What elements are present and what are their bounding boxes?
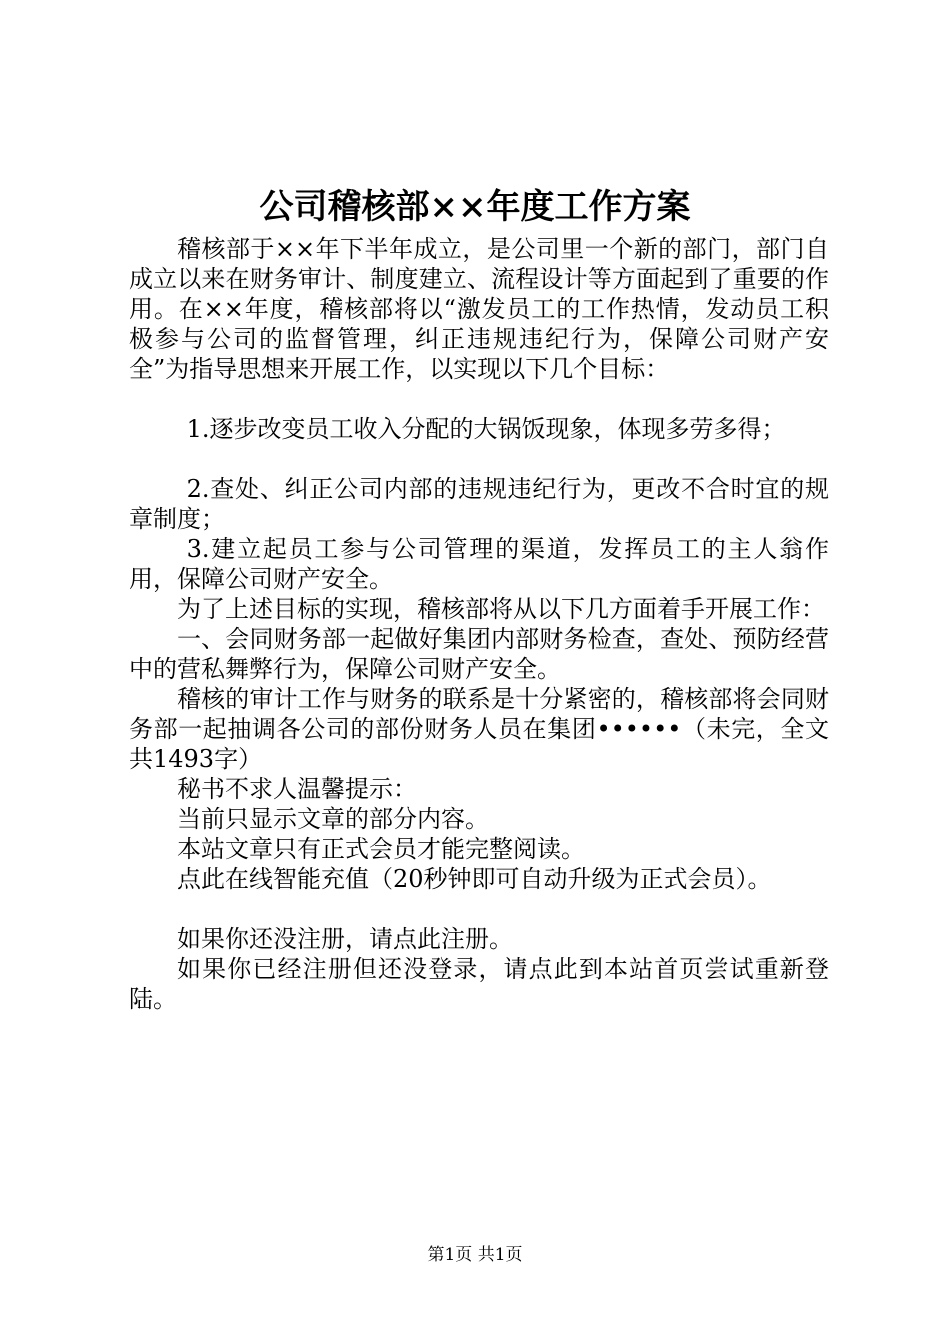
section-one-heading: 一、会同财务部一起做好集团内部财务检查，查处、预防经营中的营私舞弊行为，保障公司财产安全。 [129,625,829,683]
goal-item-1: 1.逐步改变员工收入分配的大锅饭现象，体现多劳多得； [186,415,786,443]
truncated-paragraph: 稽核的审计工作与财务的联系是十分紧密的，稽核部将会同财务部一起抽调各公司的部份财务人员在集团••••••（未完，全文共1493字） [129,685,829,773]
page-number: 第1页 共1页 [427,1245,523,1265]
recharge-link[interactable]: 点此在线智能充值（20秒钟即可自动升级为正式会员）。 [177,865,772,893]
plan-intro-paragraph: 为了上述目标的实现，稽核部将从以下几方面着手开展工作： [177,595,825,623]
goal-item-2: 2.查处、纠正公司内部的违规违纪行为，更改不合时宜的规章制度； [129,475,829,533]
intro-paragraph: 稽核部于××年下半年成立，是公司里一个新的部门，部门自成立以来在财务审计、制度建立、流程设计等方面起到了重要的作用。在××年度，稽核部将以“激发员工的工作热情，发动员工积极参与公司的监督管理，纠正违规违纪行为，保障公司财产安全”为指导思想来开展工作，以实现以下几个目标： [129,235,829,383]
login-link[interactable]: 如果你已经注册但还没登录，请点此到本站首页尝试重新登陆。 [129,955,829,1013]
page-title: 公司稽核部××年度工作方案 [259,187,691,227]
goal-item-3: 3.建立起员工参与公司管理的渠道，发挥员工的主人翁作用，保障公司财产安全。 [129,535,829,593]
notice-heading: 秘书不求人温馨提示： [177,775,417,803]
register-link[interactable]: 如果你还没注册，请点此注册。 [177,925,513,953]
document-body [129,234,829,1014]
notice-members-only: 本站文章只有正式会员才能完整阅读。 [177,835,585,863]
notice-partial-content: 当前只显示文章的部分内容。 [177,805,489,833]
